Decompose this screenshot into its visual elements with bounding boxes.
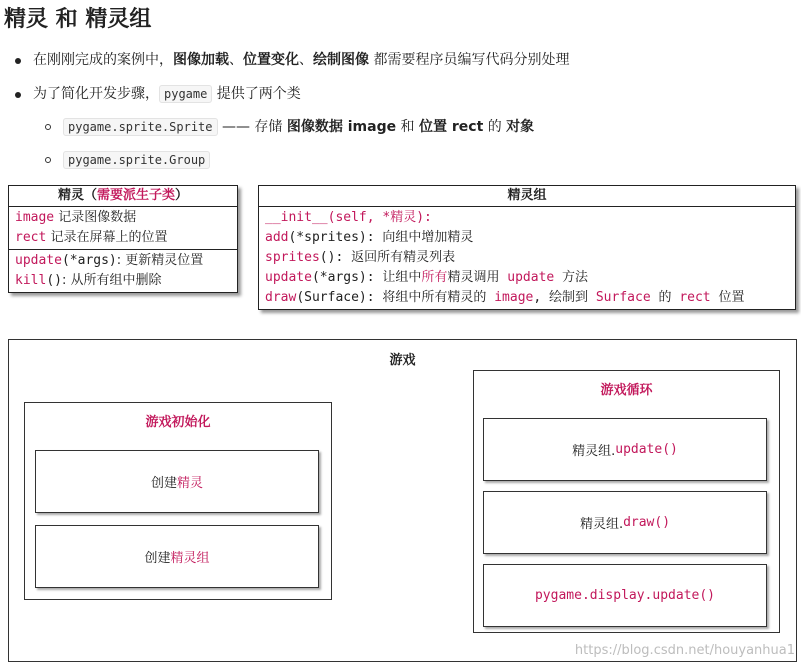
sub-bullet-1-bold-1: 图像数据 image <box>286 119 397 135</box>
group-update-step <box>483 418 767 481</box>
create-sprite-step <box>35 450 319 513</box>
method-desc: (Surface): 将组中所有精灵的 <box>296 290 495 305</box>
method-name: update <box>15 253 62 268</box>
game-init-title: 游戏初始化 <box>145 415 211 430</box>
step-highlight: update() <box>615 442 678 457</box>
method-highlight: update <box>507 270 555 285</box>
sub-bullet-1-text-3: 的 <box>483 119 507 135</box>
watermark: https://blog.csdn.net/houyanhua1 <box>574 643 795 658</box>
step-text: 创建 <box>144 551 171 566</box>
step-highlight: pygame.display.update() <box>534 588 715 603</box>
group-methods <box>259 207 795 309</box>
attr-name: image <box>15 210 55 225</box>
group-method-sprites <box>265 248 789 268</box>
attr-desc: 记录图像数据 <box>54 210 137 225</box>
display-update-step <box>483 564 767 627</box>
attr-desc: 记录在屏幕上的位置 <box>46 230 168 245</box>
group-class-diagram <box>258 185 796 310</box>
create-group-step <box>35 525 319 588</box>
game-box <box>8 339 797 662</box>
method-name: __init__(self, *精灵): <box>265 210 432 225</box>
bullet-2 <box>33 84 301 104</box>
sprite-class-title <box>9 186 237 207</box>
sub-bullet-1-text-2: 和 <box>396 119 419 135</box>
game-init-box <box>24 402 332 600</box>
method-name: kill <box>15 273 47 288</box>
method-name: add <box>265 230 289 245</box>
bullet-1-suffix: 都需要程序员编写代码分别处理 <box>369 52 570 68</box>
game-title: 游戏 <box>389 353 416 368</box>
sub-bullet-1-bold-3: 对象 <box>506 119 535 135</box>
sprite-method-update <box>15 251 231 271</box>
group-method-init <box>265 208 789 228</box>
method-highlight: 所有 <box>421 270 448 285</box>
group-method-update <box>265 268 789 288</box>
method-args: (*args) <box>61 253 117 268</box>
bullet-2-prefix: 为了简化开发步骤， <box>33 86 159 102</box>
bullet-1-term-1: 图像加载 <box>173 52 229 68</box>
step-highlight: 精灵组 <box>170 551 210 566</box>
sprite-method-kill <box>15 271 231 291</box>
method-name: update <box>265 270 312 285</box>
method-highlight: image <box>494 290 534 305</box>
method-highlight: rect <box>679 290 711 305</box>
method-desc: 位置 <box>710 290 745 305</box>
bullet-dot <box>15 58 21 64</box>
method-desc: (*sprites): 向组中增加精灵 <box>288 230 474 245</box>
method-desc: 方法 <box>554 270 589 285</box>
method-name: sprites <box>265 250 320 265</box>
group-draw-step <box>483 491 767 554</box>
attr-name: rect <box>15 230 47 245</box>
bullet-1-term-3: 绘制图像 <box>313 52 369 68</box>
sub-bullet-1-text: —— 存储 <box>217 119 287 135</box>
group-method-draw <box>265 288 789 308</box>
sprite-title-end: ） <box>175 188 189 203</box>
sprite-title-red: 需要派生子类 <box>96 188 175 203</box>
method-desc: : 更新精灵位置 <box>116 253 204 268</box>
group-class-title: 精灵组 <box>259 186 795 207</box>
bullet-1-sep-2: 、 <box>299 52 313 68</box>
sprite-methods <box>9 250 237 292</box>
sub-bullet-1 <box>63 117 534 137</box>
bullet-dot <box>15 92 21 98</box>
page-title: 精灵 和 精灵组 <box>4 7 152 32</box>
bullet-1-prefix: 在刚刚完成的案例中， <box>33 52 173 68</box>
inline-code-sprite: pygame.sprite.Sprite <box>63 118 218 136</box>
inline-code-group: pygame.sprite.Group <box>63 151 210 169</box>
sub-bullet-circle <box>45 124 51 130</box>
bullet-1-term-2: 位置变化 <box>243 52 299 68</box>
method-desc: (*args): 让组中 <box>311 270 422 285</box>
bullet-2-suffix: 提供了两个类 <box>212 86 301 102</box>
method-desc: (): 返回所有精灵列表 <box>319 250 456 265</box>
method-desc: : 从所有组中删除 <box>61 273 162 288</box>
sprite-attr-image <box>15 208 231 228</box>
method-highlight: Surface <box>595 290 651 305</box>
method-desc: , 绘制到 <box>533 290 596 305</box>
method-args: () <box>46 273 62 288</box>
sub-bullet-circle <box>45 157 51 163</box>
sub-bullet-1-bold-2: 位置 rect <box>419 119 484 135</box>
method-desc: 的 <box>650 290 680 305</box>
game-loop-title: 游戏循环 <box>600 383 653 398</box>
inline-code-pygame: pygame <box>159 85 212 103</box>
step-text: 精灵组. <box>572 444 616 459</box>
step-text: 创建 <box>150 476 177 491</box>
game-loop-box <box>473 370 780 633</box>
method-desc: 精灵调用 <box>447 270 508 285</box>
sprite-class-diagram <box>8 185 238 293</box>
bullet-1 <box>33 50 569 70</box>
sub-bullet-2 <box>63 150 210 170</box>
bullet-1-sep-1: 、 <box>229 52 243 68</box>
group-method-add <box>265 228 789 248</box>
sprite-attr-rect <box>15 228 231 248</box>
method-name: draw <box>265 290 297 305</box>
sprite-title-text: 精灵（ <box>57 188 97 203</box>
step-text: 精灵组. <box>579 517 624 532</box>
sprite-attributes <box>9 207 237 250</box>
step-highlight: 精灵 <box>177 476 204 491</box>
step-highlight: draw() <box>623 515 671 530</box>
